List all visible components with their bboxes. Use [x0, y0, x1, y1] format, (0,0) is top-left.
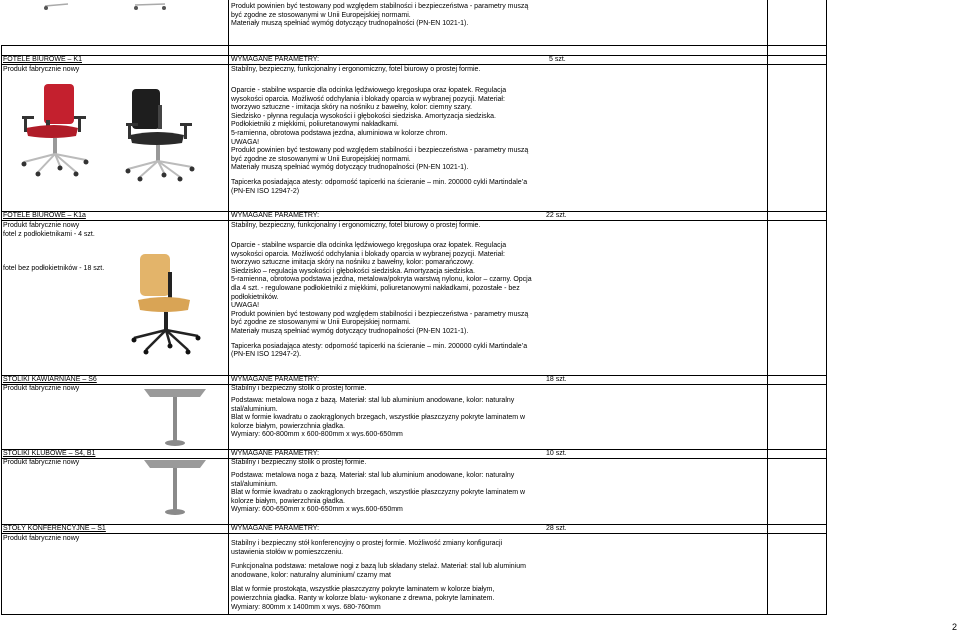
qty-s6: 18 szt.: [546, 376, 567, 383]
section-title-k1: FOTELE BIUROWE – K1: [3, 56, 82, 63]
qty-s1: 28 szt.: [546, 525, 567, 532]
qty-s4b1: 10 szt.: [546, 450, 567, 457]
params-label-k1a: WYMAGANE PARAMETRY:: [231, 212, 320, 219]
first-line-k1: Stabilny, bezpieczny, funkcjonalny i ergonomiczny, fotel biurowy o prostej formie.: [231, 66, 481, 73]
left-notes-k1a: Produkt fabrycznie nowy fotel z podłokietnikami - 4 szt. fotel bez podłokietników - 18 szt.: [3, 222, 105, 272]
left-note-s4b1: Produkt fabrycznie nowy: [3, 459, 80, 466]
first-line-k1a: Stabilny, bezpieczny, funkcjonalny i ergonomiczny, fotel biurowy o prostej formie.: [231, 222, 481, 229]
params-label-s4b1: WYMAGANE PARAMETRY:: [231, 450, 320, 457]
left-note-s6: Produkt fabrycznie nowy: [3, 385, 80, 392]
params-label-k1: WYMAGANE PARAMETRY:: [231, 56, 320, 63]
left-note-s1: Produkt fabrycznie nowy: [3, 535, 80, 542]
page-number: 2: [951, 622, 957, 632]
spec-s6: Podstawa: metalowa noga z bazą. Materiał: stal lub aluminium anodowane, kolor: naturalny stal/aluminium. Blat w formie kwadratu o zaokrąglonych brzegach, wszystkie płaszczyzny pokryte laminatem w kolorze białym, powierzchnia gładka. Wymiary: 600-800mm x 600-800mm x wys.600-650mm: [231, 397, 526, 439]
orange-office-chair-image: [126, 252, 206, 360]
spec-s1: Stabilny i bezpieczny stół konferencyjny o prostej formie. Możliwość zmiany konfiguracji ustawienia stołów w pomieszczeniu. Funkcjonalna podstawa: metalowe nogi z bazą lub składany stelaż. Materiał: stal lub aluminium anodowane, kolor: naturalny aluminium/ czarny mat Blat w formie prostokąta, wszystkie płaszczyzny pokryte laminatem w kolorze białym, powierzchnia gładka. Ranty w kolorze blatu- wykonane z drewna, pokryte laminatem. Wymiary: 800mm x 1400mm x wys. 680-760mm: [231, 540, 526, 611]
params-label-s6: WYMAGANE PARAMETRY:: [231, 376, 320, 383]
section-title-s4b1: STOLIKI KLUBOWE – S4, B1: [3, 450, 96, 457]
spec-s4b1: Podstawa: metalowa noga z bazą. Materiał: stal lub aluminium anodowane, kolor: naturalny stal/aluminium. Blat w formie kwadratu o zaokrąglonych brzegach, wszystkie płaszczyzny pokryte laminatem w kolorze białym, powierzchnia gładka. Wymiary: 600-650mm x 600-650mm x wys.600-650mm: [231, 472, 526, 514]
top-block: Produkt powinien być testowany pod względem stabilności i bezpieczeństwa - parametry muszą być zgodne ze stosowanymi w Unii Europejskiej normami. Materiały muszą spełniać wymóg dotyczący trudnopalności (PN-EN 1021-1).: [231, 3, 529, 28]
spec-k1a: Oparcie - stabilne wsparcie dla odcinka lędźwiowego kręgosłupa oraz łopatek. Regulacja wysokości oparcia. Możliwość odchylania i blokady oparcia w wybranej pozycji. Materiał: tworzywo sztuczne imitacja skóry na nośniku z bawełny, kolor: pomarańczowy. Siedzisko – regulacja wysokości i głębokości siedziska. Amortyzacja siedziska. 5-ramienna, obrotowa podstawa jezdna, metalowa/pokryta warstwą nylonu, kolor – czarny. Opcja dla 4 szt. - regulowane podłokietniki z miękkimi, poliuretanowymi nakładkami, pozostałe - bez podłokietników. UWAGA! Produkt powinien być testowany pod względem stabilności i bezpieczeństwa - parametry muszą być zgodne ze stosowanymi w Unii Europejskiej normami. Materiały muszą spełniać wymóg dotyczący trudnopalności (PN-EN 1021-1). Tapicerka posiadająca atesty: odporność tapicerki na ścieranie – min. 200000 cykli Martindale’a (PN-EN ISO 12947-2).: [231, 242, 532, 359]
section-title-s6: STOLIKI KAWIARNIANE – S6: [3, 376, 97, 383]
section-title-k1a: FOTELE BIUROWE – K1a: [3, 212, 86, 219]
first-line-s6: Stabilny i bezpieczny stolik o prostej formie.: [231, 385, 367, 392]
params-label-s1: WYMAGANE PARAMETRY:: [231, 525, 320, 532]
left-note-k1: Produkt fabrycznie nowy: [3, 66, 80, 73]
red-office-chair-image: [16, 80, 96, 180]
cafe-table-image: [140, 383, 210, 451]
black-office-chair-image: [118, 85, 200, 185]
club-table-image: [140, 456, 210, 522]
chair-bases-remnant: [40, 0, 180, 14]
qty-k1a: 22 szt.: [546, 212, 567, 219]
section-title-s1: STOŁY KONFERENCYJNE – S1: [3, 525, 106, 532]
qty-k1: 5 szt.: [549, 56, 566, 63]
spec-k1: Oparcie - stabilne wsparcie dla odcinka lędźwiowego kręgosłupa oraz łopatek. Regulacja wysokości oparcia. Możliwość odchylania i blokady oparcia w wybranej pozycji. Materiał: tworzywo sztuczne - imitacja skóry na nośniku z bawełny, kolor: ciemny szary. Siedzisko - płynna regulacja wysokości i głębokości siedziska. Amortyzacja siedziska. Podłokietniki z miękkimi, poliuretanowymi nakładkami. 5-ramienna, obrotowa podstawa jezdna, aluminiowa w kolorze chrom. UWAGA! Produkt powinien być testowany pod względem stabilności i bezpieczeństwa - parametry muszą być zgodne ze stosowanymi w Unii Europejskiej normami. Materiały muszą spełniać wymóg dotyczący trudnopalności (PN-EN 1021-1). Tapicerka posiadająca atesty: odporność tapicerki na ścieranie – min. 200000 cykli Martindale’a (PN-EN ISO 12947-2): [231, 87, 529, 195]
first-line-s4b1: Stabilny i bezpieczny stolik o prostej formie.: [231, 459, 367, 466]
